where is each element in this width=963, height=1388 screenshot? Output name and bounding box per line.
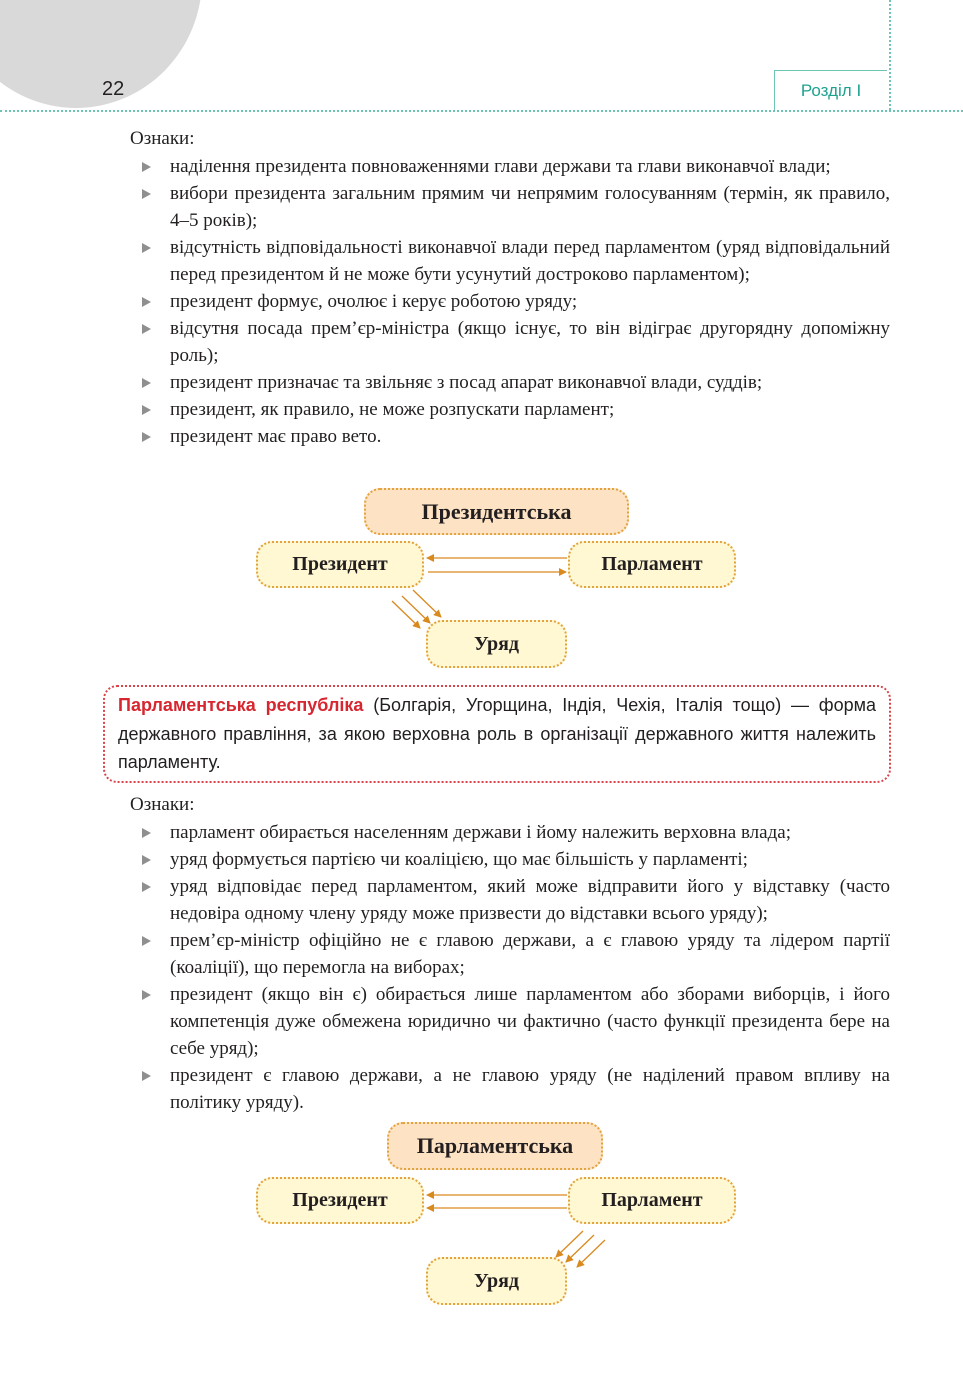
definition-term: Парламентська республіка: [118, 695, 364, 715]
section-label: Розділ І: [774, 70, 887, 110]
list-item-text: відсутня посада прем’єр-міністра (якщо існує, то він відіграє другорядну допоміжну роль);: [170, 318, 890, 366]
list-item-text: уряд формується партією чи коаліцією, що має більшість у парламенті;: [170, 849, 748, 870]
arrow-parliament-to-government: [556, 1231, 583, 1257]
presidential-government-node: Уряд: [426, 620, 567, 668]
list-item-text: президент має право вето.: [170, 426, 382, 447]
list-item-text: президент, як правило, не може розпускати парламент;: [170, 399, 615, 420]
parliamentary-government-node: Уряд: [426, 1257, 567, 1305]
parliamentary-president-node: Президент: [256, 1177, 424, 1224]
presidential-parliament-node: Парламент: [568, 541, 736, 588]
list-item-text: президент формує, очолює і керує роботою уряду;: [170, 291, 578, 312]
arrow-parliament-to-government: [566, 1235, 594, 1262]
list-item-text: президент (якщо він є) обирається лише парламентом або зборами виборців, і його компетенція дуже обмежена юридично чи фактично (часто функції президента бере на себе уряд);: [170, 984, 890, 1059]
list-item-text: вибори президента загальним прямим чи непрямим голосуванням (термін, як правило, 4–5 років);: [170, 183, 890, 231]
list-item-text: президент призначає та звільняє з посад апарат виконавчої влади, суддів;: [170, 372, 763, 393]
parliamentary-parliament-node: Парламент: [568, 1177, 736, 1224]
definition-text: (Болгарія, Угорщина, Індія, Чехія, Італія тощо) — форма державного правління, за якою верховна роль в організації державного життя належить парламенту.: [118, 695, 876, 772]
list-item-text: наділення президента повноваженнями глави держави та глави виконавчої влади;: [170, 156, 831, 177]
list-item-text: президент є главою держави, а не главою уряду (не наділений правом впливу на політику уряду).: [170, 1065, 890, 1113]
list-item-text: уряд відповідає перед парламентом, який може відправити його у відставку (часто недовіра одному члену уряду може призвести до відставки всього уряду);: [170, 876, 890, 924]
parliamentary-features-heading: Ознаки:: [130, 794, 195, 815]
page-number: 22: [102, 78, 125, 100]
list-item-text: парламент обирається населенням держави і йому належить верховна влада;: [170, 822, 791, 843]
arrow-parliament-to-government: [577, 1240, 605, 1267]
presidential-diagram-title: Президентська: [364, 488, 629, 535]
list-item-text: прем’єр-міністр офіційно не є главою держави, а є главою уряду та лідером партії (коаліції), що перемогла на виборах;: [170, 930, 890, 978]
presidential-features-heading: Ознаки:: [130, 128, 195, 149]
list-item-text: відсутність відповідальності виконавчої влади перед парламентом (уряд відповідальний перед президентом й не може бути усунутий достроково парламентом);: [170, 237, 890, 285]
parliamentary-diagram-title: Парламентська: [387, 1122, 603, 1170]
presidential-president-node: Президент: [256, 541, 424, 588]
